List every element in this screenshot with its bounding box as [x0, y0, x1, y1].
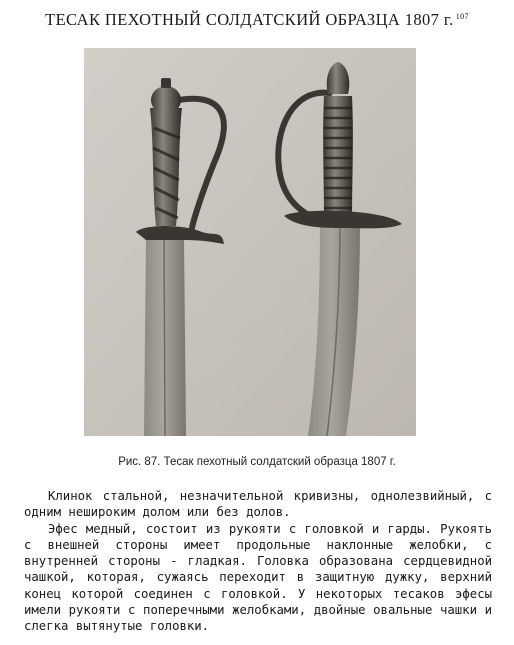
title-text: ТЕСАК ПЕХОТНЫЙ СОЛДАТСКИЙ ОБРАЗЦА 1807 г. [45, 10, 454, 29]
paragraph-blade: Клинок стальной, незначительной кривизны, однолезвийный, с одним нешироким долом или без долов. [24, 489, 492, 520]
body-text [24, 488, 492, 635]
figure-caption: Рис. 87. Тесак пехотный солдатский образца 1807 г. [118, 456, 396, 468]
page-title [0, 10, 514, 30]
sabers-photo [84, 48, 416, 436]
paragraph-hilt: Эфес медный, состоит из рукояти с головкой и гарды. Рукоять с внешней стороны имеет продольные наклонные желобки, с внутренней стороны - гладкая. Головка образована сердцевидной чашкой, которая, сужаясь переходит в защитную дужку, верхний конец которой соединен с головкой. У некоторых тесаков эфесы имели рукояти с поперечными желобками, двойные овальные чашки и слегка вытянутые головки. [24, 521, 492, 634]
sabers-illustration [84, 48, 416, 436]
footnote-ref: 107 [455, 11, 469, 21]
